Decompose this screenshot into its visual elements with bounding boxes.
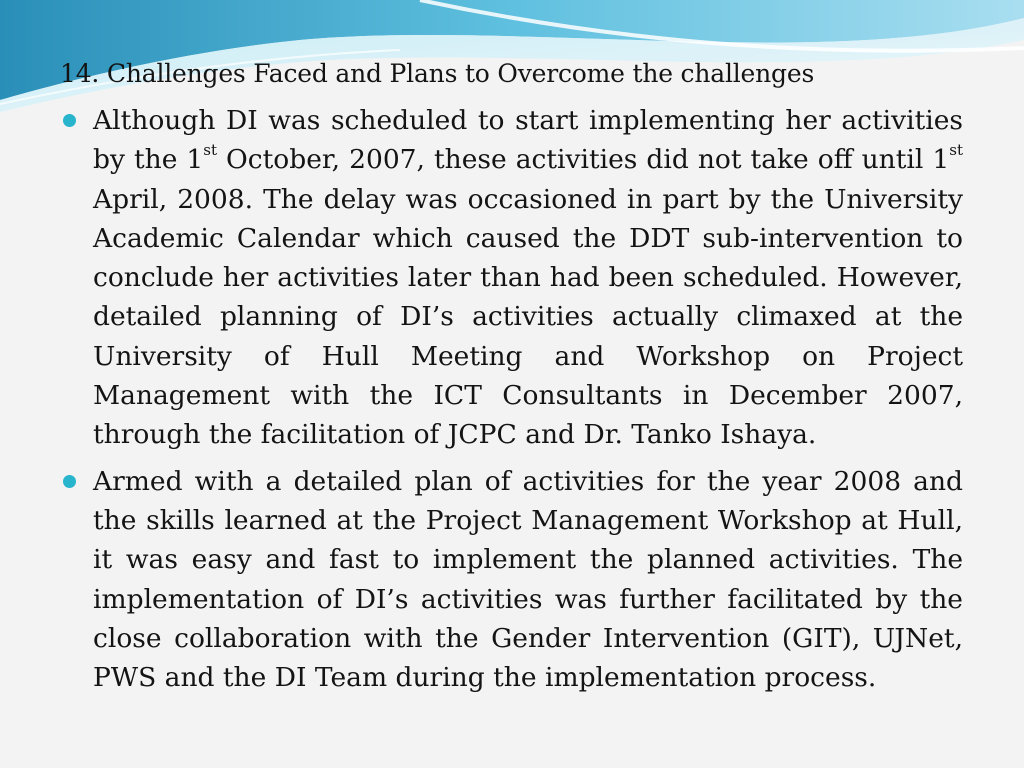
bullet-2-text: Armed with a detailed plan of activities for the year 2008 and the skills learned at the Project Management Workshop at Hull, it was easy and fast to implement the planned activities. The implementation of DI’s activities was further facilitated by the close collaboration with the Gender Intervention (GIT), UJNet, PWS and the DI Team during the implementation process. <box>93 465 963 694</box>
bullet-dot-icon <box>63 475 76 488</box>
slide-title: 14. Challenges Faced and Plans to Overcome the challenges <box>60 59 815 88</box>
bullet-1-text-part3: April, 2008. The delay was occasioned in part by the University Academic Calendar which caused the DDT sub-intervention to conclude her activities later than had been scheduled. However, detailed planning of DI’s activities actually climaxed at the University of Hull Meeting and Workshop on Project Management with the ICT Consultants in December 2007, through the facilitation of JCPC and Dr. Tanko Ishaya. <box>93 183 963 451</box>
bullet-item-1 <box>93 101 963 455</box>
bullet-dot-icon <box>63 114 76 127</box>
bullet-1-text-part1: Although DI was scheduled to start implementing her activities by the 1 <box>93 105 963 176</box>
bullet-1-text-part2: October, 2007, these activities did not take off until 1 <box>217 144 950 176</box>
bullet-item-2 <box>93 462 963 698</box>
bullet-list <box>93 101 963 704</box>
ordinal-suffix: st <box>203 141 218 160</box>
ordinal-suffix: st <box>949 141 963 160</box>
